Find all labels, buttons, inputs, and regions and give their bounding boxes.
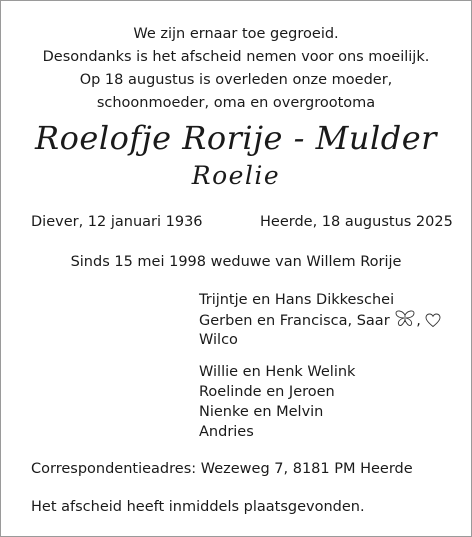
intro-line: We zijn ernaar toe gegroeid. [133,26,339,42]
family-list [199,290,441,442]
separator-comma: , [416,313,421,329]
intro-text [1,23,471,115]
intro-line: Desondanks is het afscheid nemen voor ons moeilijk. [42,49,430,65]
family-member: Trijntje en Hans Dikkeschei [199,292,395,308]
intro-line: schoonmoeder, oma en overgrootoma [96,95,376,111]
deceased-name: Roelofje Rorije - Mulder [35,119,437,157]
deceased-nickname: Roelie [191,161,281,190]
closing-note: Het afscheid heeft inmiddels plaatsgevonden. [31,499,365,515]
family-member: Andries [199,424,254,440]
butterfly-icon [394,310,416,334]
correspondence-address: Correspondentieadres: Wezeweg 7, 8181 PM Heerde [31,461,413,477]
family-member: Roelinde en Jeroen [199,384,335,400]
family-member-text: Gerben en Francisca, Saar [199,313,390,329]
death-place-date: Heerde, 18 augustus 2025 [260,214,453,230]
intro-line: Op 18 augustus is overleden onze moeder, [79,72,393,88]
family-member: Nienke en Melvin [199,404,324,420]
heart-icon [425,313,441,334]
family-member: Willie en Henk Welink [199,364,356,380]
birth-place-date: Diever, 12 januari 1936 [31,214,203,230]
widow-line: Sinds 15 mei 1998 weduwe van Willem Rorije [70,254,402,270]
family-member [199,310,441,330]
family-member: Wilco [199,332,238,348]
